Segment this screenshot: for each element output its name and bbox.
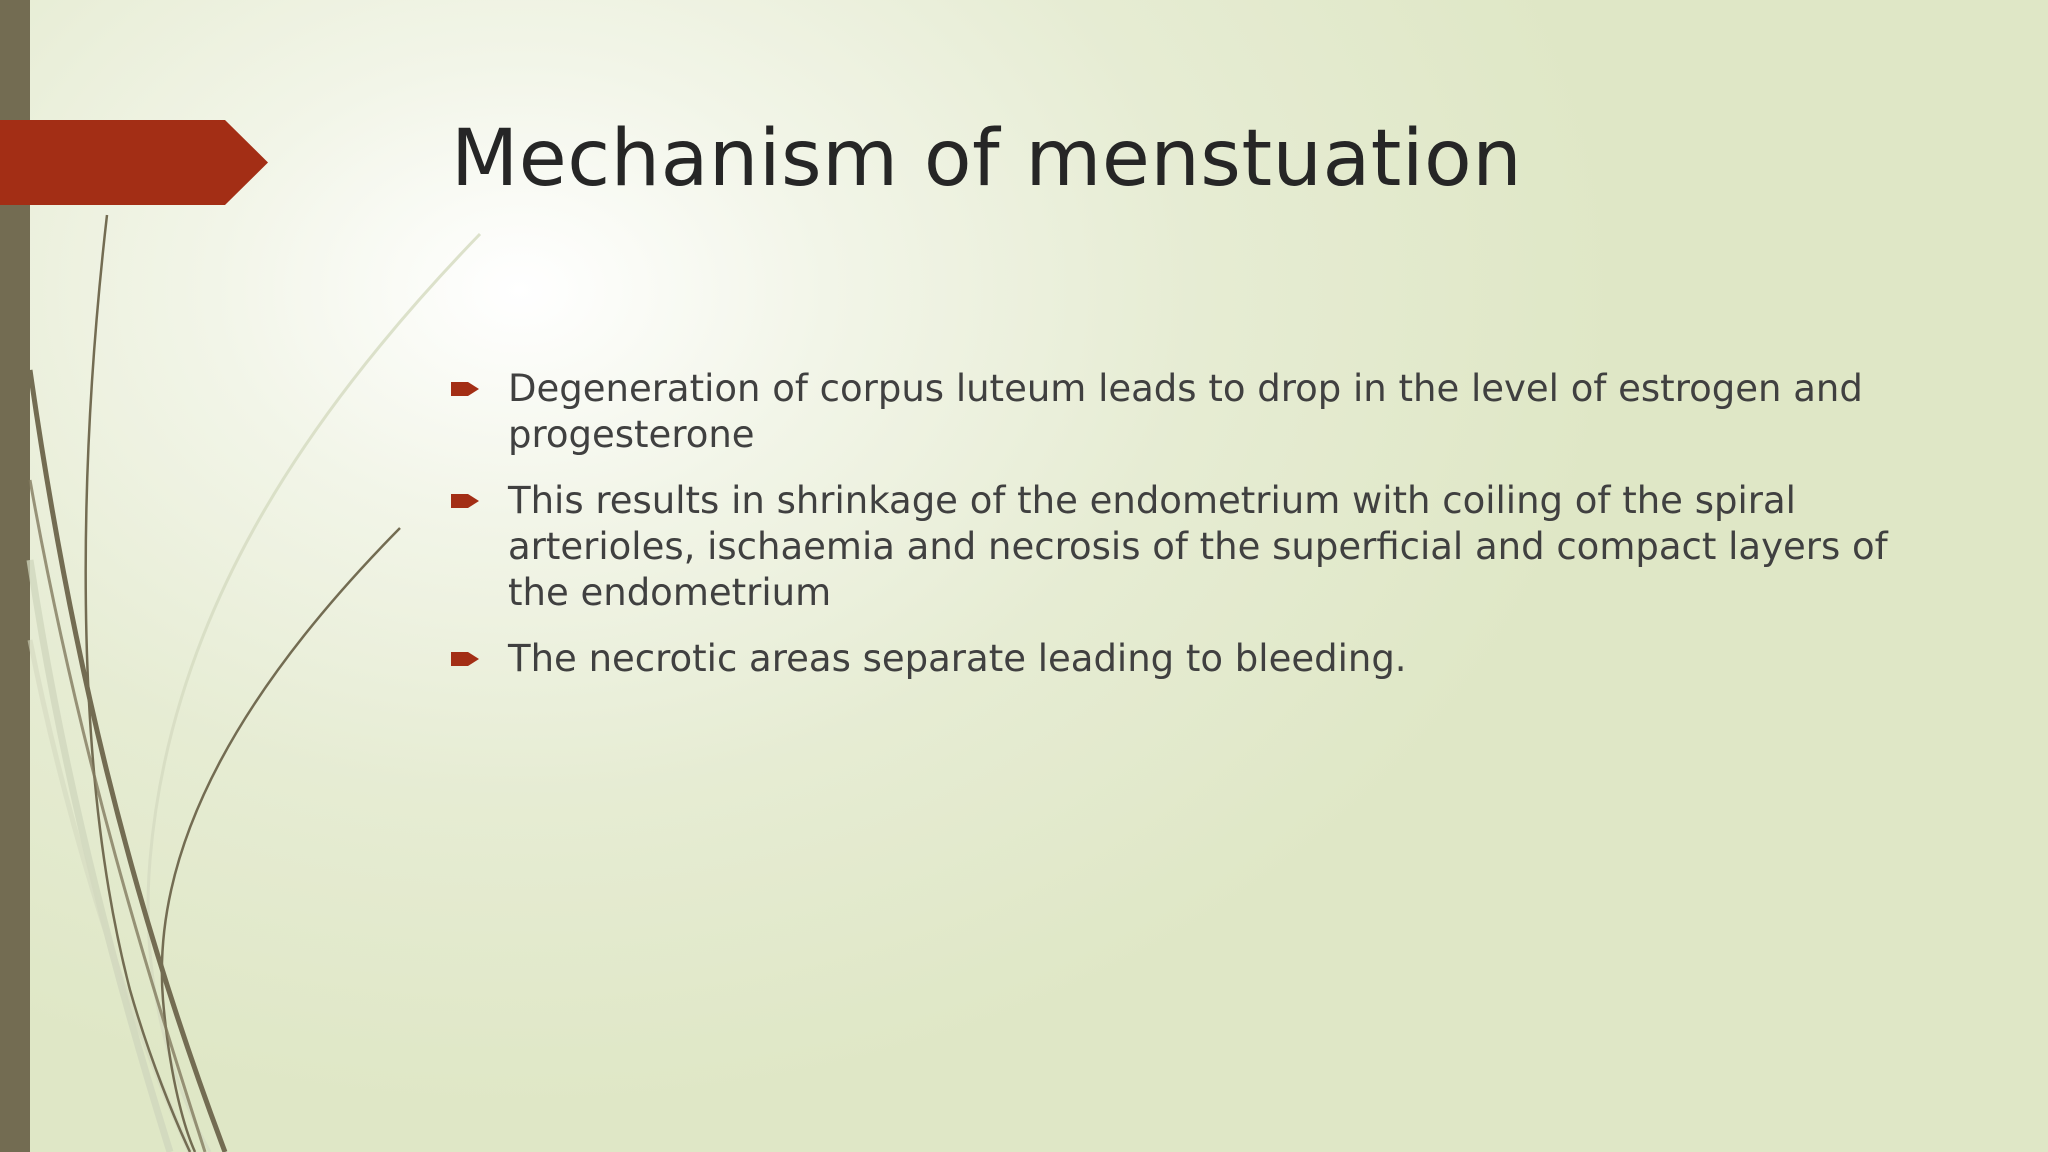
bullet-text: Degeneration of corpus luteum leads to drop in the level of estrogen and progesterone bbox=[508, 367, 1863, 456]
arrow-bullet-icon bbox=[451, 491, 481, 511]
arrow-bullet-icon bbox=[451, 379, 481, 399]
arrow-bullet-icon bbox=[451, 649, 481, 669]
list-item bbox=[451, 636, 1901, 682]
list-item bbox=[451, 478, 1901, 616]
slide-title: Mechanism of menstuation bbox=[451, 114, 1523, 204]
bullet-text: This results in shrinkage of the endometrium with coiling of the spiral arterioles, ischaemia and necrosis of the superficial and compact layers of the endometrium bbox=[508, 479, 1888, 614]
title-accent-tab bbox=[0, 120, 268, 205]
bullet-text: The necrotic areas separate leading to bleeding. bbox=[508, 637, 1407, 680]
list-item bbox=[451, 366, 1901, 458]
bullet-list bbox=[451, 366, 1901, 702]
